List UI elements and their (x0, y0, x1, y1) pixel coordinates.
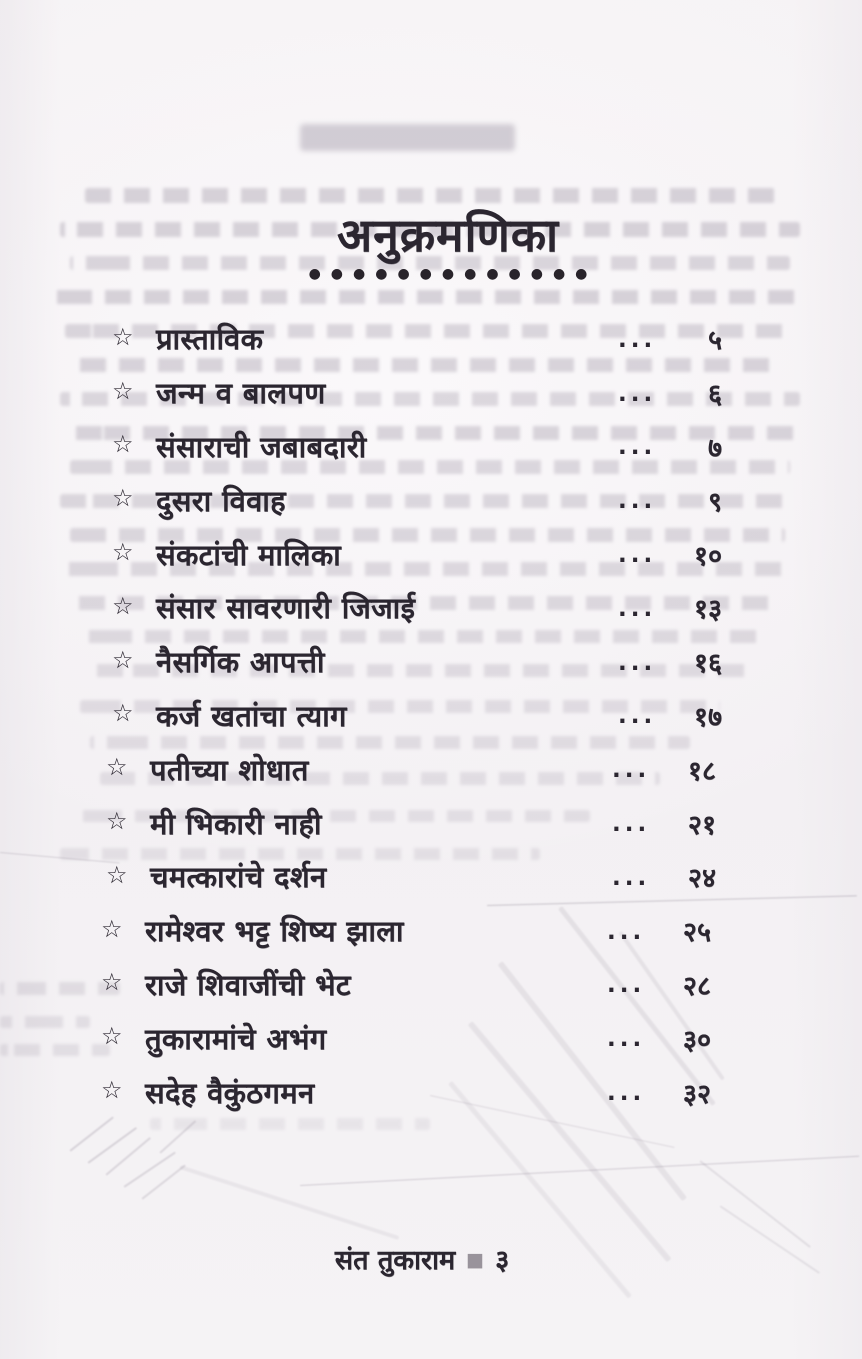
toc-row (112, 581, 722, 635)
toc-entry-title: मी भिकारी नाही (150, 806, 322, 841)
toc-leader-dots: ... (618, 542, 657, 569)
toc-row (106, 796, 716, 850)
page-footer (0, 1240, 853, 1277)
toc-entry-title: सदेह वैकुंठगमन (145, 1075, 315, 1110)
toc-list (101, 312, 722, 1119)
toc-page-number: ३० (682, 1024, 711, 1056)
toc-row (106, 742, 716, 796)
toc-row (101, 958, 711, 1012)
white-star-icon: ☆ (106, 807, 128, 836)
toc-entry-title: पतीच्या शोधात (150, 752, 309, 787)
toc-entry-title: कर्ज खतांचा त्याग (156, 698, 347, 733)
white-star-icon: ☆ (112, 376, 134, 405)
white-star-icon: ☆ (101, 968, 123, 997)
toc-leader-dots: ... (618, 326, 657, 353)
toc-entry-title: संसाराची जबाबदारी (156, 429, 367, 464)
toc-entry-title: चमत्कारांचे दर्शन (150, 860, 327, 895)
white-star-icon: ☆ (112, 430, 134, 459)
toc-entry-title: संकटांची मालिका (156, 537, 342, 572)
white-star-icon: ☆ (112, 645, 134, 674)
toc-leader-dots: ... (612, 864, 651, 891)
toc-page-number: ३२ (682, 1078, 711, 1110)
toc-entry-title: तुकारामांचे अभंग (145, 1021, 327, 1056)
toc-leader-dots: ... (618, 488, 657, 515)
toc-entry-title: जन्म व बालपण (156, 376, 326, 411)
toc-row (112, 366, 722, 420)
toc-leader-dots: ... (612, 757, 651, 784)
footer-page-number: ३ (495, 1245, 510, 1276)
toc-leader-dots: ... (607, 972, 646, 999)
white-star-icon: ☆ (112, 322, 134, 351)
toc-page-number: १६ (693, 648, 722, 680)
white-star-icon: ☆ (101, 1022, 123, 1051)
toc-page-number: ९ (707, 486, 722, 518)
toc-entry-title: संसार सावरणारी जिजाई (156, 591, 416, 626)
white-star-icon: ☆ (112, 484, 134, 513)
toc-page-number: २५ (682, 917, 711, 949)
title-underline-dots: ●●●●●●●●●●●●● (308, 266, 598, 282)
toc-row (101, 1011, 711, 1065)
toc-row (112, 312, 722, 366)
white-star-icon: ☆ (112, 699, 134, 728)
toc-leader-dots: ... (618, 703, 657, 730)
toc-page-number: २४ (687, 863, 716, 895)
white-star-icon: ☆ (106, 860, 128, 889)
toc-page-number: २८ (682, 970, 711, 1002)
toc-entry-title: प्रास्ताविक (156, 322, 264, 357)
page-title: अनुक्रमणिका (337, 208, 559, 262)
white-star-icon: ☆ (112, 591, 134, 620)
toc-row (112, 420, 722, 474)
toc-row (101, 904, 711, 958)
white-star-icon: ☆ (106, 753, 128, 782)
toc-page-number: ६ (707, 379, 722, 411)
toc-entry-title: नैसर्गिक आपत्ती (156, 645, 325, 680)
toc-entry-title: रामेश्वर भट्ट शिष्य झाला (145, 914, 404, 949)
toc-leader-dots: ... (618, 595, 657, 622)
toc-row (112, 473, 722, 527)
toc-leader-dots: ... (618, 434, 657, 461)
toc-leader-dots: ... (612, 811, 651, 838)
toc-leader-dots: ... (618, 649, 657, 676)
toc-row (101, 1065, 711, 1119)
toc-page-number: ५ (707, 325, 722, 357)
toc-leader-dots: ... (607, 1080, 646, 1107)
toc-leader-dots: ... (607, 918, 646, 945)
toc-page-number: ७ (707, 432, 722, 464)
toc-leader-dots: ... (607, 1026, 646, 1053)
footer-separator-square-icon: ■ (466, 1248, 485, 1271)
toc-row (112, 527, 722, 581)
toc-page-number: १३ (693, 594, 722, 626)
toc-leader-dots: ... (618, 380, 657, 407)
toc-page-number: १० (693, 540, 722, 572)
toc-entry-title: राजे शिवाजींची भेट (145, 967, 351, 1002)
toc-page-number: १७ (693, 701, 722, 733)
toc-entry-title: दुसरा विवाह (156, 483, 286, 518)
white-star-icon: ☆ (101, 914, 123, 943)
toc-page-number: २१ (687, 809, 716, 841)
toc-row (106, 850, 716, 904)
toc-row (112, 635, 722, 689)
white-star-icon: ☆ (112, 538, 134, 567)
toc-row (112, 689, 722, 743)
toc-page-number: १८ (687, 755, 716, 787)
white-star-icon: ☆ (101, 1076, 123, 1105)
footer-book-title: संत तुकाराम (334, 1245, 456, 1276)
